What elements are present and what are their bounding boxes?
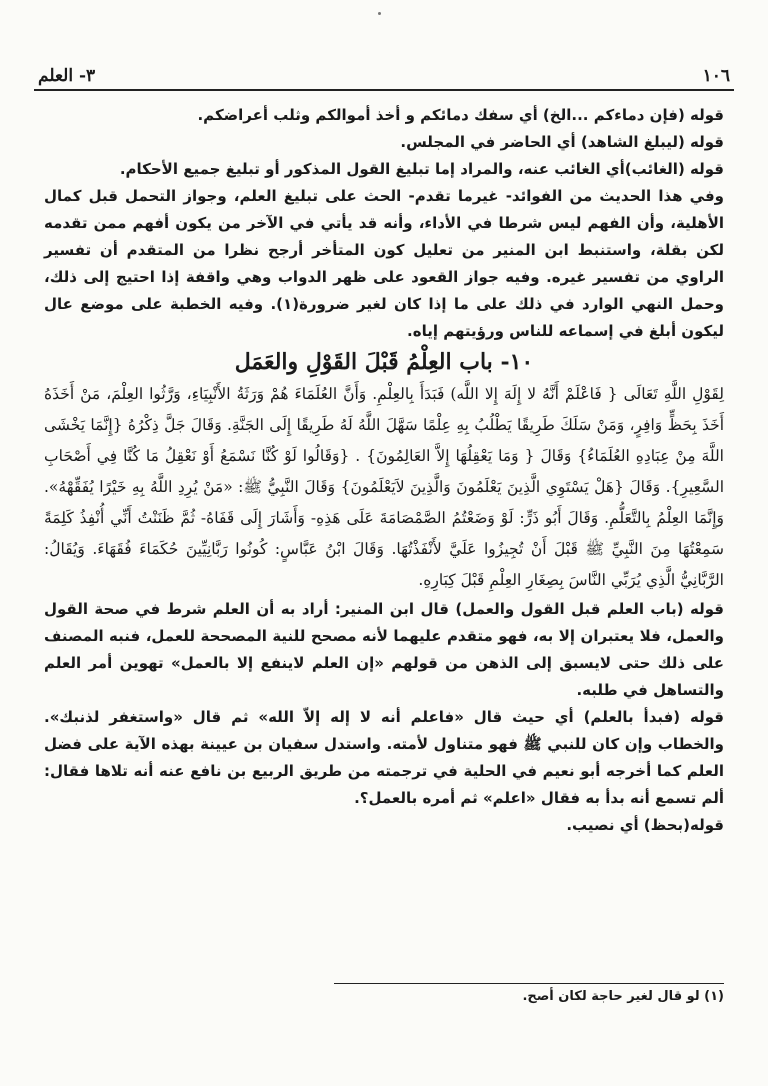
commentary-3 [44,812,724,839]
paragraph-text: (الغائب)أي الغائب عنه، والمراد إما تبليغ القول المذكور أو تبليغ جميع الأحكام. [119,160,691,178]
qawl-lead: قوله [690,816,724,834]
running-title: ٣- العلم [38,66,96,86]
qawl-lead: قوله [690,106,724,124]
qawl-lead: قوله [690,708,724,726]
qawl-lead: قوله [690,160,724,178]
header-rule [34,89,734,91]
commentary-2 [44,704,724,812]
paragraph-1 [44,102,724,129]
commentary-text: (باب العلم قبل القول والعمل) قال ابن المنير: أراد به أن العلم شرط في صحة القول والعمل، فلا يعتبران إلا به، فهو متقدم عليهما لأنه مصحح للنية المصححة للعمل، فنبه المصنف على ذلك حتى لايسبق إلى الذهن من قولهم «إن العلم لاينفع إلا بالعمل» تهوين أمر العلم والتساهل في طلبه. [44,600,724,699]
chapter-matn: لِقَوْلِ اللَّهِ تَعَالَى { فَاعْلَمْ أَنَّهُ لا إِلَهَ إِلا اللَّه) فَبَدَأَ بِالعِلْمِ. وَأَنَّ العُلَمَاءَ هُمْ وَرَثَةُ الأَنْبِيَاءِ، وَرَّثُوا العِلْمَ، مَنْ أَخَذَهُ أَخَذَ بِحَظٍّ وَافِرٍ، وَمَنْ سَلَكَ طَرِيقًا يَطْلُبُ بِهِ عِلْمًا سَهَّلَ اللَّهُ لَهُ طَرِيقًا إِلَى الجَنَّةِ. وَقَالَ جَلَّ ذِكْرُهُ {إِنَّمَا يَخْشَى اللَّهَ مِنْ عِبَادِهِ العُلَمَاءُ} وَقَالَ { وَمَا يَعْقِلُهَا إِلاَّ العَالِمُونَ} . {وَقَالُوا لَوْ كُنَّا نَسْمَعُ أَوْ نَعْقِلُ مَا كُنَّا فِي أَصْحَابِ السَّعِيرِ}. وَقَالَ {هَلْ يَسْتَوِي الَّذِينَ يَعْلَمُونَ وَالَّذِينَ لاَيَعْلَمُونَ} وَقَالَ النَّبِيُّ ﷺ: «مَنْ يُرِدِ اللَّهُ بِهِ خَيْرًا يُفَقِّهْهُ». وَإِنَّمَا العِلْمُ بِالتَّعَلُّمِ. وَقَالَ أَبُو ذَرٍّ: لَوْ وَضَعْتُمُ الصَّمْصَامَةَ عَلَى هَذِهِ- وَأَشَارَ إِلَى قَفَاهُ- ثُمَّ ظَنَنْتُ أَنِّي أُنْفِذُ كَلِمَةً سَمِعْتُهَا مِنَ النَّبِيِّ ﷺ قَبْلَ أَنْ تُجِيزُوا عَلَيَّ لأَنْفَذْتُهَا. وَقَالَ ابْنُ عَبَّاسٍ: كُونُوا رَبَّانِيِّينَ حُكَمَاءَ فُقَهَاءَ. وَيُقَالُ: الرَّبَّانِيُّ الَّذِي يُرَبِّي النَّاسَ بِصِغَارِ العِلْمِ قَبْلَ كِبَارِهِ. [44,385,724,589]
page-header [38,60,730,86]
paragraph-4 [44,183,724,345]
qawl-lead: قوله [690,133,724,151]
paragraph-3 [44,156,724,183]
commentary-1 [44,596,724,704]
page-number: ١٠٦ [702,66,730,86]
commentary-text: (فبدأ بالعلم) أي حيث قال «فاعلم أنه لا إله إلاّ الله» ثم قال «واستغفر لذنبك». والخطاب وإن كان للنبي ﷺ فهو متناول لأمته. واستدل سفيان بن عيينة بهذه الآية على فضل العلم كما أخرجه أبو نعيم في الحلية في ترجمته من طريق الربيع بن نافع عنه أنه تلاها فقال: ألم تسمع أنه بدأ به فقال «اعلم» ثم أمره بالعمل؟. [44,708,724,807]
paragraph-text: (ليبلغ الشاهد) أي الحاضر في المجلس. [400,133,691,151]
main-text [44,102,724,839]
paragraph-text: (فإن دماءكم ...الخ) أي سفك دمائكم و أخذ أموالكم وثلب أعراضكم. [197,106,691,124]
qawl-lead: قوله [690,600,724,618]
footnote: (١) لو قال لغير حاجة لكان أصح. [522,989,724,1004]
chapter-heading: ١٠- باب العِلْمُ قَبْلَ القَوْلِ والعَمَل [234,349,534,375]
paragraph-text: وفي هذا الحديث من الفوائد- غيرما تقدم- الحث على تبليغ العلم، وجواز التحمل قبل كمال الأهلية، وأن الفهم ليس شرطا في الأداء، وأنه قد يأتي في الآخر من يكون أفهم ممن تقدمه لكن بقلة، واستنبط ابن المنير من تعليل كون المتأخر أرجح نظرا من المتقدم أن تفسير الراوي من تفسير غيره. وفيه جواز القعود على ظهر الدواب وهي واقفة إذا احتيج إلى ذلك، وحمل النهي الوارد في ذلك على ما إذا كان لغير ضرورة(١). وفيه الخطبة على موضع عال ليكون أبلغ في إسماعه للناس ورؤيتهم إياه. [44,187,724,340]
paragraph-2 [44,129,724,156]
footnote-rule [334,983,724,984]
commentary-text: (بحظ) أي نصيب. [566,816,691,834]
scan-speck [378,12,381,15]
